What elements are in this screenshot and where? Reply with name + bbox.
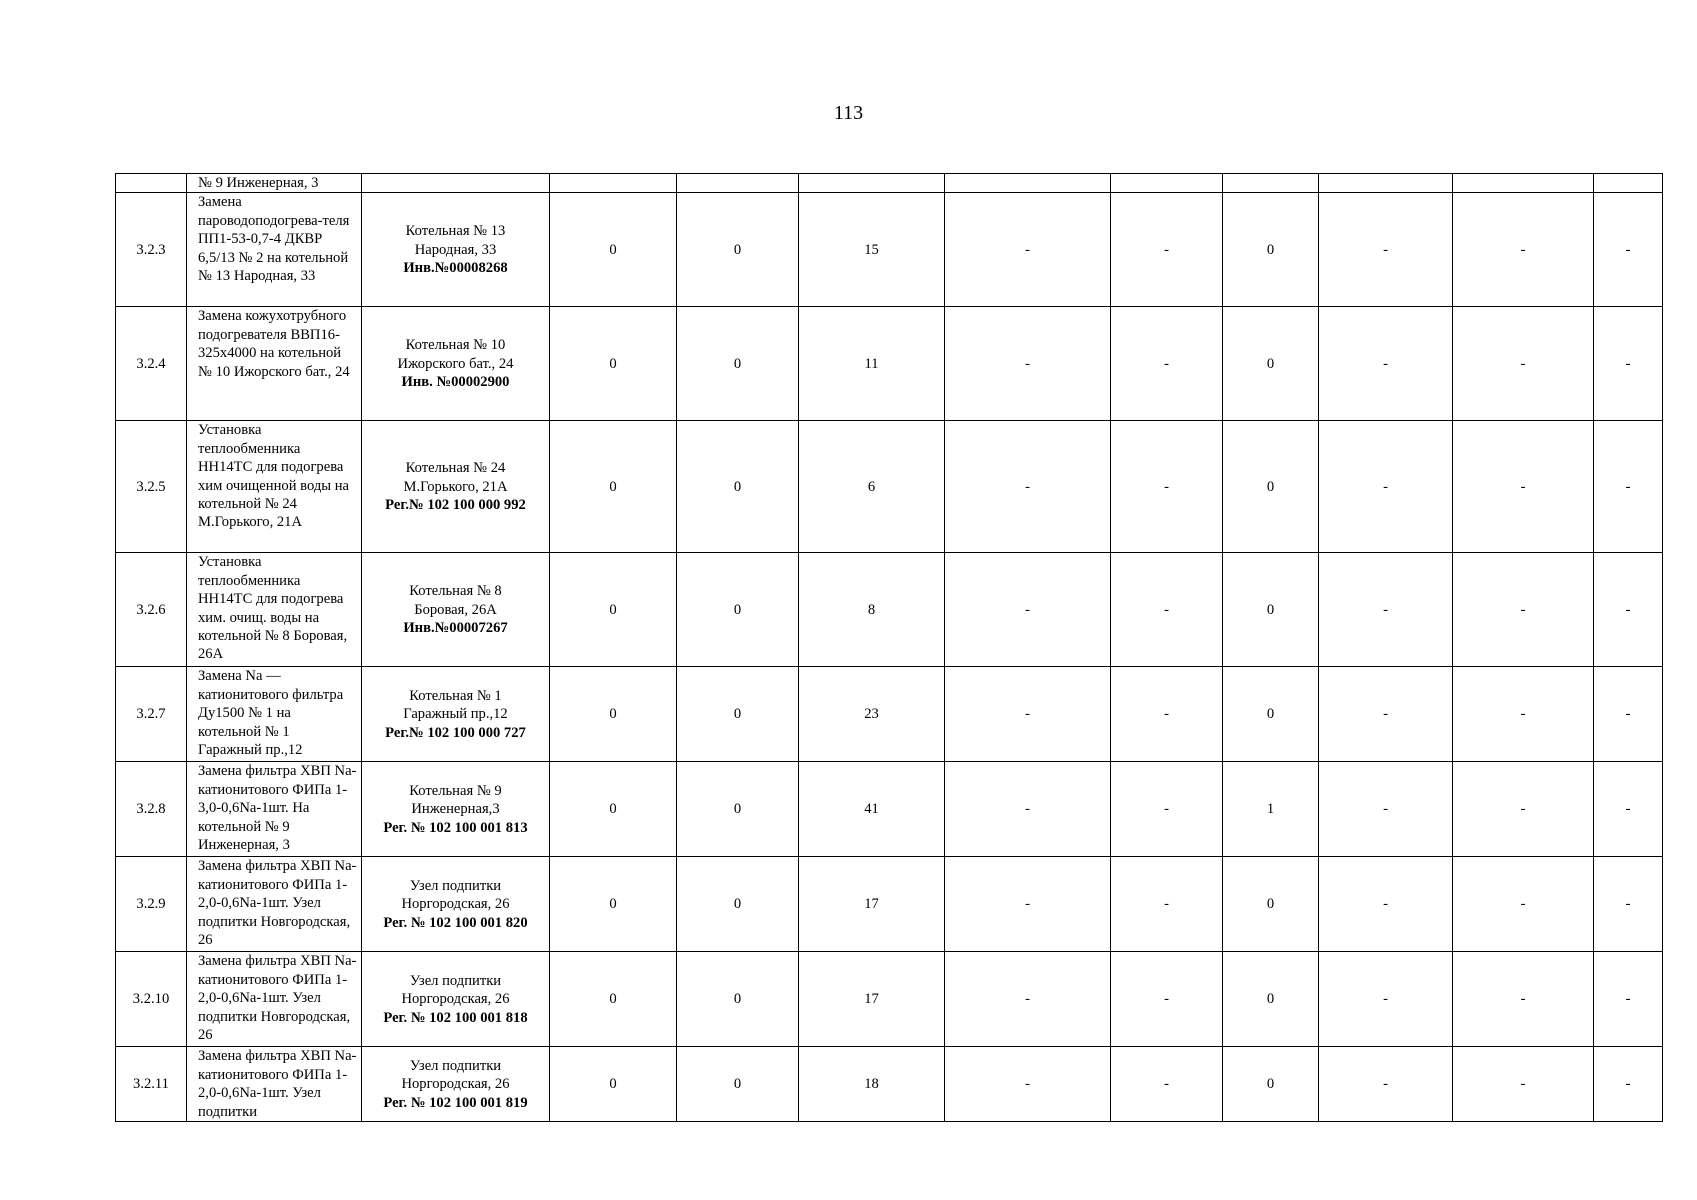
cell-value-c2: 0 (677, 667, 799, 762)
cell-value-c9: - (1594, 421, 1663, 553)
cell-value-c4: - (945, 553, 1111, 667)
cell-value-c3: 23 (799, 667, 945, 762)
cell-description: Замена Na — катионитового фильтра Ду1500 № 1 на котельной № 1 Гаражный пр.,12 (187, 667, 362, 762)
cell-value-c1: 0 (550, 1047, 677, 1122)
registration-number: Инв.№00007267 (403, 620, 508, 637)
cell-value-c8: - (1453, 193, 1594, 307)
cell-value-c1: 0 (550, 762, 677, 857)
cell-location (362, 667, 550, 762)
cell-value-c6: 0 (1223, 307, 1319, 421)
table-row (116, 762, 1663, 857)
cell-value-c3: 17 (799, 857, 945, 952)
table-row (116, 857, 1663, 952)
cell-location (362, 307, 550, 421)
cell-num: 3.2.9 (116, 857, 187, 952)
cell-value-c8: - (1453, 667, 1594, 762)
cell-value-c1: 0 (550, 193, 677, 307)
cell-description: Установка теплообменника НН14ТС для подогрева хим очищенной воды на котельной № 24 М.Горького, 21А (187, 421, 362, 553)
location-address: Ижорского бат., 24 (397, 355, 514, 372)
cell-value-c4: - (945, 952, 1111, 1047)
table-row-continued (116, 174, 1663, 193)
cell-value-c5: - (1111, 857, 1223, 952)
cell-value-c8: - (1453, 952, 1594, 1047)
cell-value-c1: 0 (550, 307, 677, 421)
cell-description: Замена фильтра ХВП Na-катионитового ФИПа 1-2,0-0,6Na-1шт. Узел подпитки Новгородская, 26 (187, 952, 362, 1047)
location-address: Норгородская, 26 (401, 1076, 510, 1093)
cell-description: № 9 Инженерная, 3 (187, 174, 362, 193)
cell-value-c9: - (1594, 193, 1663, 307)
location-address: М.Горького, 21А (403, 478, 508, 495)
cell-value-c6: 0 (1223, 1047, 1319, 1122)
cell-value-c6: 0 (1223, 667, 1319, 762)
cell-value-c2: 0 (677, 952, 799, 1047)
cell-value-c7: - (1319, 421, 1453, 553)
cell-value-c4: - (945, 421, 1111, 553)
location-address: Инженерная,3 (411, 801, 500, 818)
cell-value-c7: - (1319, 307, 1453, 421)
registration-number: Рег. № 102 100 001 819 (383, 1094, 528, 1111)
cell-description: Замена фильтра ХВП Na-катионитового ФИПа 1-3,0-0,6Na-1шт. На котельной № 9 Инженерная, 3 (187, 762, 362, 857)
cell-num: 3.2.10 (116, 952, 187, 1047)
registration-number: Рег. № 102 100 001 813 (383, 819, 528, 836)
page-number: 113 (833, 102, 864, 124)
cell-value-c3: 18 (799, 1047, 945, 1122)
cell-value-c1: 0 (550, 667, 677, 762)
table-row (116, 667, 1663, 762)
cell-location (362, 1047, 550, 1122)
registration-number: Инв. №00002900 (401, 374, 510, 391)
cell-value-c7: - (1319, 762, 1453, 857)
cell-value-c3: 11 (799, 307, 945, 421)
cell-description: Замена фильтра ХВП Na-катионитового ФИПа 1-2,0-0,6Na-1шт. Узел подпитки (187, 1047, 362, 1122)
cell-value-c2: 0 (677, 193, 799, 307)
table-row (116, 307, 1663, 421)
location-name: Узел подпитки (409, 877, 502, 894)
location-name: Котельная № 10 (405, 337, 506, 354)
table-row (116, 553, 1663, 667)
location-name: Котельная № 8 (409, 583, 502, 600)
registration-number: Инв.№00008268 (403, 260, 508, 277)
cell-value-c8: - (1453, 857, 1594, 952)
cell-value-c3: 41 (799, 762, 945, 857)
cell-num: 3.2.6 (116, 553, 187, 667)
cell-value-c4: - (945, 667, 1111, 762)
cell-description: Замена кожухотрубного подогревателя ВВП16-325х4000 на котельной № 10 Ижорского бат., 24 (187, 307, 362, 421)
cell-value-c5: - (1111, 307, 1223, 421)
location-address: Норгородская, 26 (401, 991, 510, 1008)
location-address: Боровая, 26А (414, 601, 497, 618)
cell-location (362, 952, 550, 1047)
location-name: Узел подпитки (409, 972, 502, 989)
cell-value-c3: 8 (799, 553, 945, 667)
cell-value-c1: 0 (550, 421, 677, 553)
cell-value-c7: - (1319, 952, 1453, 1047)
location-name: Узел подпитки (409, 1057, 502, 1074)
cell-value-c5: - (1111, 762, 1223, 857)
cell-value-c2: 0 (677, 421, 799, 553)
cell-value-c3: 15 (799, 193, 945, 307)
cell-description: Замена пароводоподогрева-теля ПП1-53-0,7-4 ДКВР 6,5/13 № 2 на котельной № 13 Народная, 33 (187, 193, 362, 307)
cell-value-c6: 0 (1223, 857, 1319, 952)
cell-num: 3.2.8 (116, 762, 187, 857)
location-address: Народная, 33 (414, 241, 497, 258)
cell-location (362, 193, 550, 307)
cell-value-c3: 6 (799, 421, 945, 553)
works-table (115, 173, 1663, 1122)
cell-value-c8: - (1453, 553, 1594, 667)
cell-value-c9: - (1594, 857, 1663, 952)
cell-value-c7: - (1319, 857, 1453, 952)
cell-value-c6: 0 (1223, 952, 1319, 1047)
cell-value-c7: - (1319, 1047, 1453, 1122)
registration-number: Рег. № 102 100 001 818 (383, 1009, 528, 1026)
cell-value-c4: - (945, 193, 1111, 307)
location-address: Норгородская, 26 (401, 896, 510, 913)
cell-num: 3.2.4 (116, 307, 187, 421)
cell-value-c7: - (1319, 667, 1453, 762)
cell-value-c9: - (1594, 307, 1663, 421)
cell-num: 3.2.5 (116, 421, 187, 553)
cell-value-c2: 0 (677, 762, 799, 857)
cell-value-c8: - (1453, 421, 1594, 553)
cell-value-c6: 1 (1223, 762, 1319, 857)
cell-value-c2: 0 (677, 307, 799, 421)
cell-value-c1: 0 (550, 553, 677, 667)
cell-value-c5: - (1111, 1047, 1223, 1122)
registration-number: Рег.№ 102 100 000 992 (385, 497, 526, 514)
cell-value-c9: - (1594, 762, 1663, 857)
cell-location (362, 421, 550, 553)
location-address: Гаражный пр.,12 (403, 706, 508, 723)
registration-number: Рег.№ 102 100 000 727 (385, 724, 526, 741)
cell-value-c4: - (945, 762, 1111, 857)
cell-value-c3: 17 (799, 952, 945, 1047)
table-row (116, 1047, 1663, 1122)
cell-description: Замена фильтра ХВП Na-катионитового ФИПа 1-2,0-0,6Na-1шт. Узел подпитки Новгородская, 26 (187, 857, 362, 952)
location-name: Котельная № 24 (405, 460, 506, 477)
cell-value-c7: - (1319, 553, 1453, 667)
cell-value-c6: 0 (1223, 193, 1319, 307)
cell-value-c9: - (1594, 553, 1663, 667)
cell-value-c4: - (945, 857, 1111, 952)
cell-value-c1: 0 (550, 857, 677, 952)
cell-location (362, 857, 550, 952)
cell-value-c9: - (1594, 667, 1663, 762)
table-row (116, 421, 1663, 553)
cell-value-c5: - (1111, 421, 1223, 553)
location-name: Котельная № 13 (405, 223, 506, 240)
cell-value-c6: 0 (1223, 553, 1319, 667)
cell-value-c2: 0 (677, 553, 799, 667)
registration-number: Рег. № 102 100 001 820 (383, 914, 528, 931)
cell-value-c8: - (1453, 762, 1594, 857)
cell-num: 3.2.7 (116, 667, 187, 762)
cell-value-c2: 0 (677, 857, 799, 952)
cell-value-c7: - (1319, 193, 1453, 307)
cell-value-c5: - (1111, 553, 1223, 667)
location-name: Котельная № 9 (409, 782, 502, 799)
cell-num (116, 174, 187, 193)
cell-num: 3.2.11 (116, 1047, 187, 1122)
location-name: Котельная № 1 (409, 687, 502, 704)
cell-description: Установка теплообменника НН14ТС для подогрева хим. очищ. воды на котельной № 8 Боровая, 26А (187, 553, 362, 667)
cell-location (362, 762, 550, 857)
table-row (116, 952, 1663, 1047)
cell-value-c9: - (1594, 1047, 1663, 1122)
cell-value-c2: 0 (677, 1047, 799, 1122)
cell-num: 3.2.3 (116, 193, 187, 307)
cell-value-c5: - (1111, 952, 1223, 1047)
cell-value-c5: - (1111, 667, 1223, 762)
cell-value-c8: - (1453, 1047, 1594, 1122)
cell-value-c8: - (1453, 307, 1594, 421)
cell-value-c4: - (945, 1047, 1111, 1122)
cell-value-c6: 0 (1223, 421, 1319, 553)
cell-value-c4: - (945, 307, 1111, 421)
cell-location (362, 553, 550, 667)
cell-value-c1: 0 (550, 952, 677, 1047)
cell-value-c9: - (1594, 952, 1663, 1047)
table-row (116, 193, 1663, 307)
cell-value-c5: - (1111, 193, 1223, 307)
